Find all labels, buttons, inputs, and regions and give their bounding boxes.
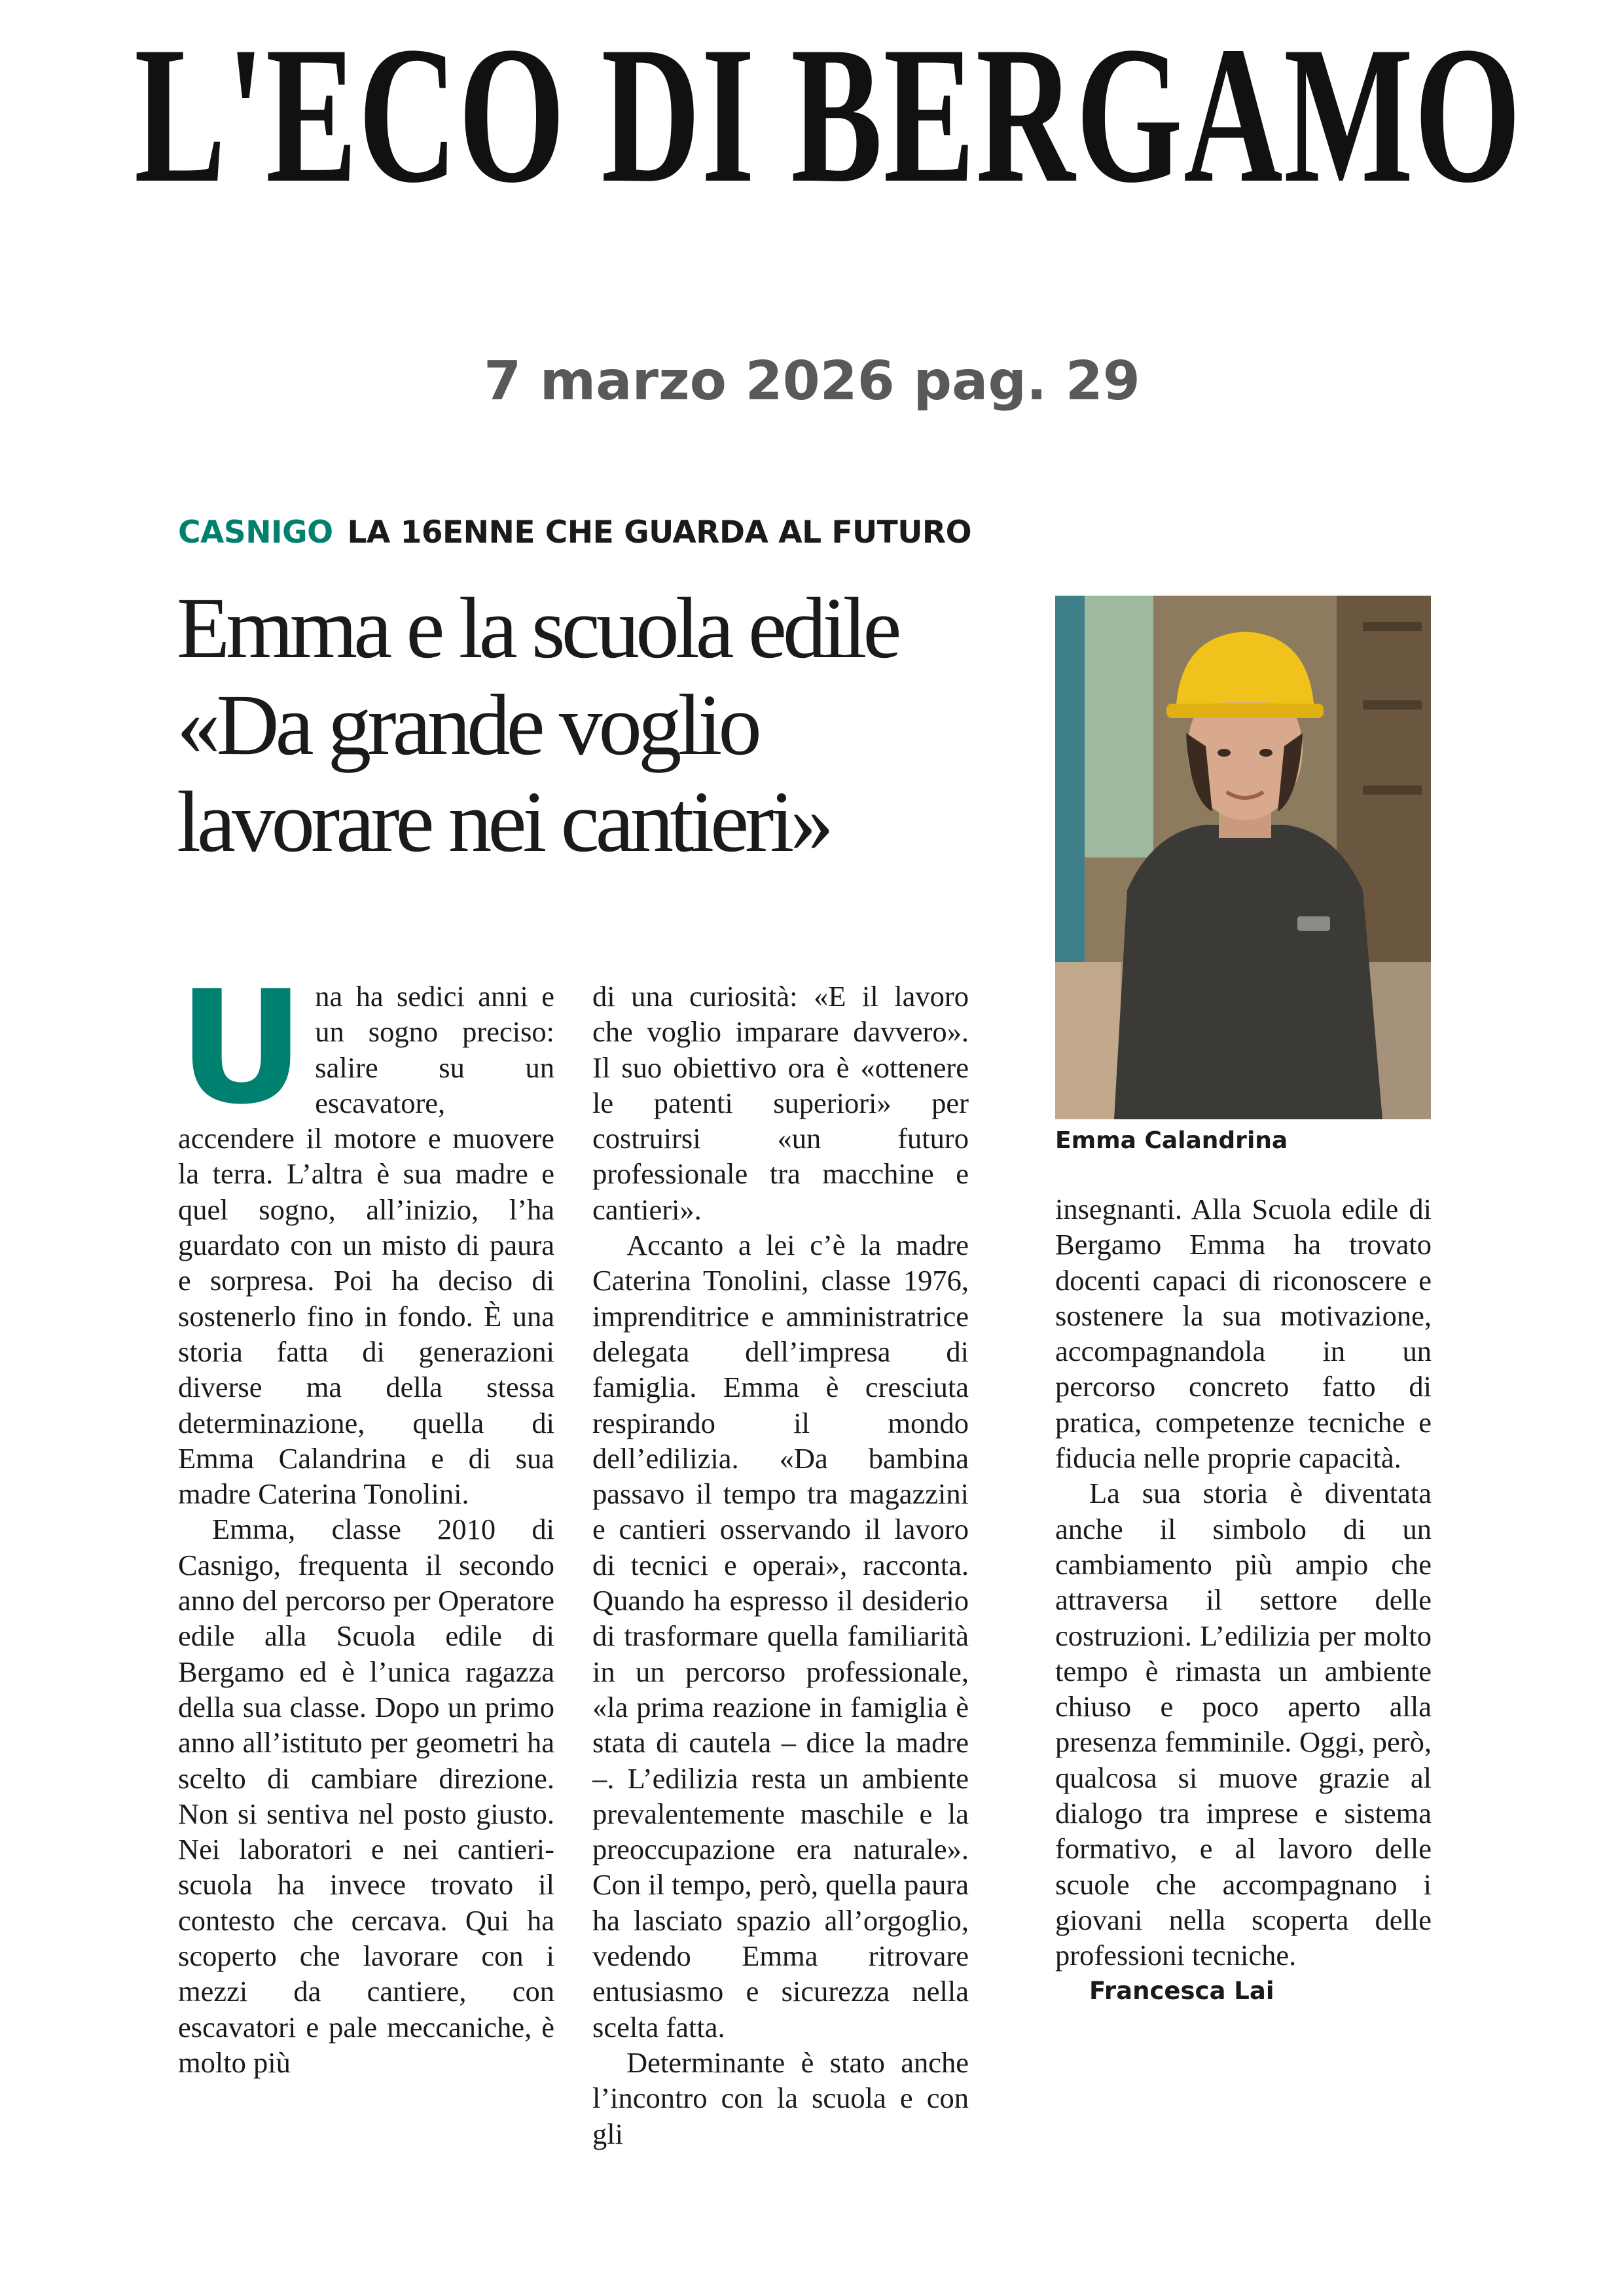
- portrait-illustration: [1055, 596, 1431, 1119]
- article-column-1: [178, 958, 554, 2080]
- kicker-topic: LA 16ENNE CHE GUARDA AL FUTURO: [347, 514, 972, 550]
- masthead-title: L'ECO DI BERGAMO: [134, 26, 1522, 203]
- headline-line-3: lavorare nei cantieri»: [177, 773, 830, 870]
- paragraph: [178, 958, 554, 1511]
- paragraph: di una curiosità: «E il lavoro che voglio imparare davvero». Il suo obiettivo ora è «ottenere le patenti superiori» per costruirsi «un futuro professionale tra macchine e cantieri».: [592, 980, 969, 1226]
- headline-line-1: Emma e la scuola edile: [177, 579, 898, 676]
- kicker-place: CASNIGO: [178, 514, 333, 550]
- article-kicker: [178, 514, 971, 550]
- article-byline: Francesca Lai: [1089, 1976, 1274, 2005]
- headline-line-2: «Da grande voglio: [177, 676, 758, 773]
- drop-cap: U: [178, 958, 305, 1139]
- paragraph: Accanto a lei c’è la madre Caterina Tonolini, classe 1976, imprenditrice e amministratrice delegata dell’impresa di famiglia. Emma è cresciuta respirando il mondo dell’edilizia. «Da bambina passavo il tempo tra magazzini e cantieri osservando il lavoro di tecnici e operai», racconta. Quando ha espresso il desiderio di trasformare quella familiarità in un percorso professionale, «la prima reazione in famiglia è stata di cautela – dice la madre –. L’edilizia resta un ambiente prevalentemente maschile e la preoccupazione era naturale». Con il tempo, però, quella paura ha lasciato spazio all’orgoglio, vedendo Emma ritrovare entusiasmo e sicurezza nella scelta fatta.: [592, 1229, 969, 2044]
- paragraph-text: na ha sedici anni e un sogno preciso: salire su un escavatore, accendere il motore e muovere la terra. L’altra è sua madre e quel sogno, all’inizio, l’ha guardato con un misto di paura e sorpresa. Poi ha deciso di sostenerlo fino in fondo. È una storia fatta di generazioni diverse ma della stessa determinazione, quella di Emma Calandrina e di sua madre Caterina Tonolini.: [178, 980, 554, 1511]
- article-column-2: [592, 979, 969, 2152]
- newspaper-masthead: [131, 26, 1525, 203]
- paragraph: Determinante è stato anche l’incontro con la scuola e con gli: [592, 2046, 969, 2150]
- publication-date: 7 marzo 2026 pag. 29: [484, 350, 1140, 412]
- photo-caption: Emma Calandrina: [1055, 1127, 1288, 1154]
- paragraph: Emma, classe 2010 di Casnigo, frequenta il secondo anno del percorso per Operatore edile alla Scuola edile di Bergamo ed è l’unica ragazza della sua classe. Dopo un primo anno all’istituto per geometri ha scelto di cambiare direzione. Non si sentiva nel posto giusto. Nei laboratori e nei cantieri-scuola ha invece trovato il contesto che cercava. Qui ha scoperto che lavorare con i mezzi da cantiere, con escavatori e pale meccaniche, è molto più: [178, 1513, 554, 2079]
- article-photo: [1055, 596, 1431, 1119]
- paragraph: La sua storia è diventata anche il simbolo di un cambiamento più ampio che attraversa il settore delle costruzioni. L’edilizia per molto tempo è rimasta un ambiente chiuso e poco aperto alla presenza femminile. Oggi, però, qualcosa si muove grazie al dialogo tra imprese e sistema formativo, e al lavoro delle scuole che accompagnano i giovani nella scoperta delle professioni tecniche.: [1055, 1477, 1432, 1972]
- article-headline: [177, 579, 1041, 870]
- article-column-3: [1055, 1191, 1432, 2009]
- paragraph: insegnanti. Alla Scuola edile di Bergamo Emma ha trovato docenti capaci di riconoscere e sostenere la sua motivazione, accompagnandola in un percorso concreto fatto di pratica, competenze tecniche e fiducia nelle proprie capacità.: [1055, 1193, 1432, 1475]
